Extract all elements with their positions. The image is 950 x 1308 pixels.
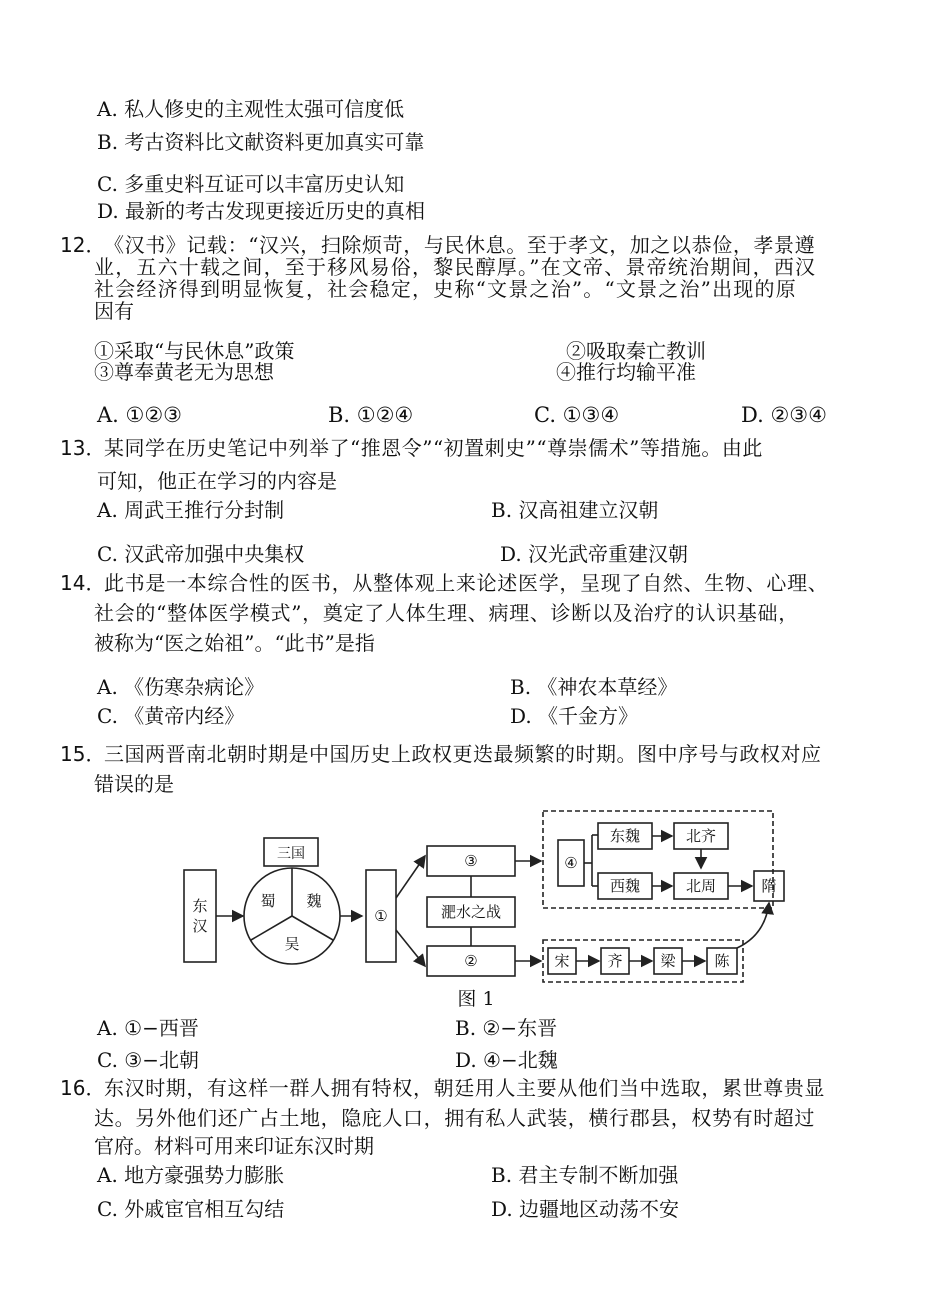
qi-label: 齐 (607, 952, 623, 970)
beizhou-label: 北周 (685, 877, 717, 895)
q12-option-d: D. ②③④ (741, 403, 827, 427)
song-label: 宋 (554, 952, 570, 970)
q15-number: 15． (60, 742, 106, 766)
q14-stem-line: 此书是一本综合性的医书，从整体观上来论述医学，呈现了自然、生物、心理、 (104, 571, 829, 595)
q14-option-b: B. 《神农本草经》 (510, 675, 678, 699)
dongwei-label: 东魏 (609, 827, 641, 845)
battle-label: 淝水之战 (440, 903, 502, 921)
wu-label: 吴 (284, 935, 300, 953)
q15-option-b: B. ②−东晋 (455, 1016, 558, 1040)
donghan-label-1: 东 (192, 897, 208, 915)
q14-stem-line: 社会的“整体医学模式”，奠定了人体生理、病理、诊断以及治疗的认识基础， (94, 601, 799, 625)
q13-option-d: D. 汉光武帝重建汉朝 (500, 542, 689, 566)
q11-option-c: C. 多重史料互证可以丰富历史认知 (97, 172, 405, 196)
n4-label: ④ (564, 854, 578, 872)
q15-option-a: A. ①−西晋 (97, 1016, 199, 1040)
q14-option-c: C. 《黄帝内经》 (97, 704, 245, 728)
q16-stem-line: 东汉时期，有这样一群人拥有特权，朝廷用人主要从他们当中选取，累世尊贵显 (104, 1076, 825, 1100)
donghan-label-2: 汉 (192, 917, 208, 935)
q13-stem-line: 可知，他正在学习的内容是 (97, 469, 337, 493)
q15-stem-line: 三国两晋南北朝时期是中国历史上政权更迭最频繁的时期。图中序号与政权对应 (104, 742, 822, 766)
q12-option-b: B. ①②④ (328, 403, 414, 427)
q12-item-1: ①采取“与民休息”政策 (94, 339, 295, 363)
q14-number: 14． (60, 571, 106, 595)
beiqi-label: 北齐 (685, 827, 717, 845)
q15-option-d: D. ④−北魏 (455, 1048, 558, 1072)
n2-label: ② (464, 952, 478, 970)
wei-label: 魏 (306, 892, 322, 910)
xiwei-label: 西魏 (609, 877, 641, 895)
q14-option-a: A. 《伤寒杂病论》 (97, 675, 265, 699)
q11-option-b: B. 考古资料比文献资料更加真实可靠 (97, 130, 425, 154)
q12-option-c: C. ①③④ (534, 403, 620, 427)
q12-option-a: A. ①②③ (97, 403, 182, 427)
q16-option-a: A. 地方豪强势力膨胀 (97, 1163, 285, 1187)
n3-label: ③ (464, 852, 478, 870)
q12-item-2: ②吸取秦亡教训 (566, 339, 706, 363)
liang-label: 梁 (660, 952, 676, 970)
q12-item-4: ④推行均输平准 (556, 360, 696, 384)
q15-option-c: C. ③−北朝 (97, 1048, 199, 1072)
q16-option-b: B. 君主专制不断加强 (491, 1163, 679, 1187)
q16-option-c: C. 外戚宦官相互勾结 (97, 1197, 285, 1221)
q14-stem-line: 被称为“医之始祖”。“此书”是指 (94, 631, 375, 655)
q16-stem-line: 达。另外他们还广占土地，隐庇人口，拥有私人武装，横行郡县，权势有时超过 (94, 1106, 815, 1130)
q11-option-d: D. 最新的考古发现更接近历史的真相 (97, 199, 426, 223)
q15-stem-line: 错误的是 (94, 772, 174, 796)
donghan-box (184, 870, 216, 962)
q13-stem-line: 某同学在历史笔记中列举了“推恩令”“初置刺史”“尊崇儒术”等措施。由此 (104, 436, 763, 460)
q12-stem-line: 因有 (94, 299, 134, 323)
q13-option-a: A. 周武王推行分封制 (97, 498, 285, 522)
q14-option-d: D. 《千金方》 (510, 704, 639, 728)
sui-label: 隋 (761, 877, 777, 895)
q16-option-d: D. 边疆地区动荡不安 (491, 1197, 680, 1221)
q13-option-b: B. 汉高祖建立汉朝 (491, 498, 659, 522)
sanguo-label: 三国 (277, 846, 305, 862)
q13-number: 13． (60, 436, 106, 460)
n1-label: ① (374, 907, 388, 925)
q12-number: 12． (60, 233, 106, 257)
q12-stem-line: 业，五六十载之间，至于移风易俗，黎民醇厚。”在文帝、景帝统治期间，西汉 (94, 255, 817, 279)
q12-stem-line: 《汉书》记载：“汉兴，扫除烦苛，与民休息。至于孝文，加之以恭俭，孝景遵 (104, 233, 816, 257)
q13-option-c: C. 汉武帝加强中央集权 (97, 542, 305, 566)
shu-label: 蜀 (260, 892, 276, 910)
q16-number: 16． (60, 1076, 106, 1100)
q11-option-a: A. 私人修史的主观性太强可信度低 (97, 97, 405, 121)
figure-caption: 图 1 (457, 988, 495, 1010)
q16-stem-line: 官府。材料可用来印证东汉时期 (94, 1134, 374, 1158)
q12-stem-line: 社会经济得到明显恢复，社会稳定，史称“文景之治”。“文景之治”出现的原 (94, 277, 797, 301)
chen-label: 陈 (714, 952, 730, 970)
q12-item-3: ③尊奉黄老无为思想 (94, 360, 274, 384)
